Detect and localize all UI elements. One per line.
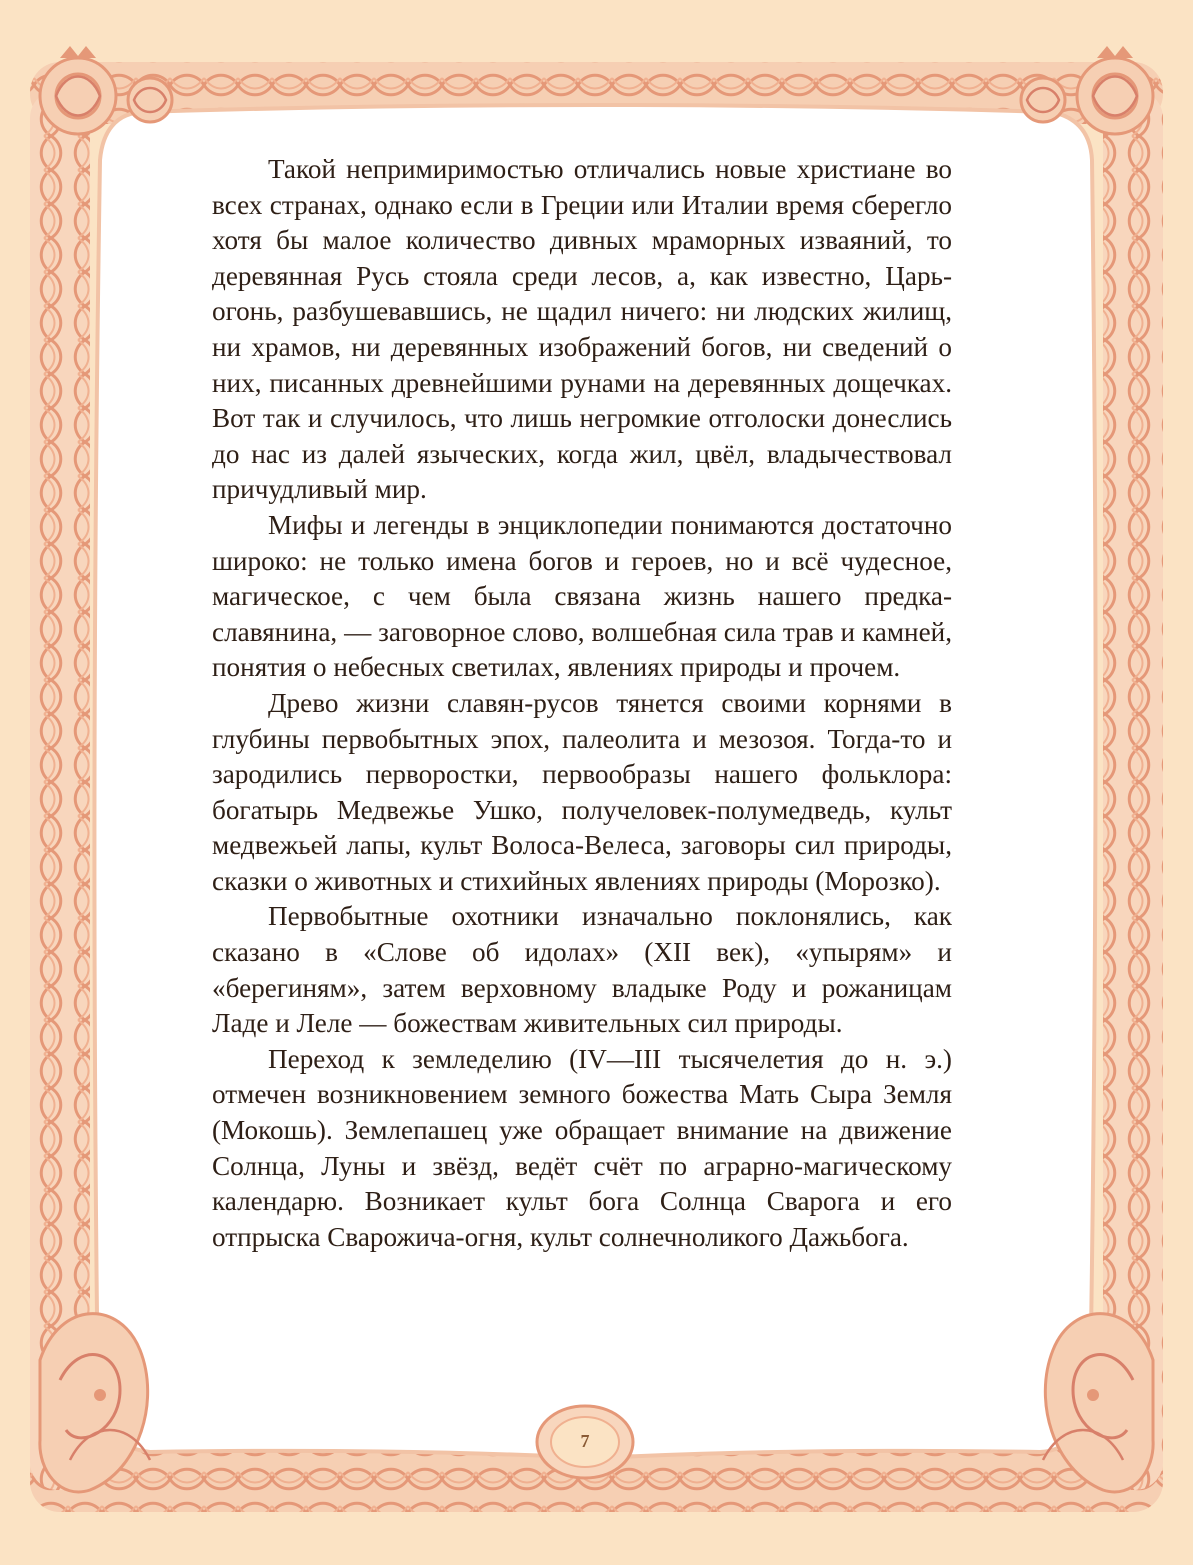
paragraph: Переход к земледелию (IV—III тысячелетия до н. э.) отмечен возникновением земного божества Мать Сыра Земля (Мокошь). Землепашец уже обращает внимание на движение Солнца, Луны и звёзд, ведёт счёт по аграрно-магическому календарю. Возникает культ бога Солнца Сварога и его отпрыска Сварожича-огня, культ солнечноликого Дажьбога. — [212, 1043, 952, 1252]
knot-corner-icon — [40, 46, 172, 134]
left-border-band — [30, 90, 90, 1490]
knot-corner-icon — [1021, 46, 1153, 134]
page-number: 7 — [580, 1431, 590, 1451]
body-text — [212, 152, 952, 1255]
paragraph: Первобытные охотники изначально поклонялись, как сказано в «Слове об идолах» (XII век), «упырям» и «берегиням», затем верховному владыке Роду и рожаницам Ладе и Леле — божествам живительных сил природы. — [212, 901, 952, 1039]
right-border-band — [1103, 90, 1163, 1490]
paragraph: Мифы и легенды в энциклопедии понимаются достаточно широко: не только имена богов и героев, но и всё чудесное, магическое, с чем была связана жизнь нашего предка-славянина, — заговорное слово, волшебная сила трав и камней, понятия о небесных светилах, явлениях природы и прочем. — [212, 509, 952, 683]
paragraph: Такой непримиримостью отличались новые христиане во всех странах, однако если в Греции или Италии время сберегло хотя бы малое количество дивных мраморных изваяний, то деревянная Русь стояла среди лесов, а, как известно, Царь-огонь, разбушевавшись, не щадил ничего: ни людских жилищ, ни храмов, ни деревянных изображений богов, ни сведений о них, писанных древнейшими рунами на деревянных дощечках. Вот так и случилось, что лишь негромкие отголоски донеслись до нас из далей языческих, когда жил, цвёл, владычествовал причудливый мир. — [212, 154, 952, 505]
paragraph: Древо жизни славян-русов тянется своими корнями в глубины первобытных эпох, палеолита и мезозоя. Тогда-то и зародились перворостки, первообразы нашего фольклора: богатырь Медвежье Ушко, получеловек-полумедведь, культ медвежьей лапы, культ Волоса-Велеса, заговоры сил природы, сказки о животных и стихийных явлениях природы (Морозко). — [212, 687, 952, 896]
